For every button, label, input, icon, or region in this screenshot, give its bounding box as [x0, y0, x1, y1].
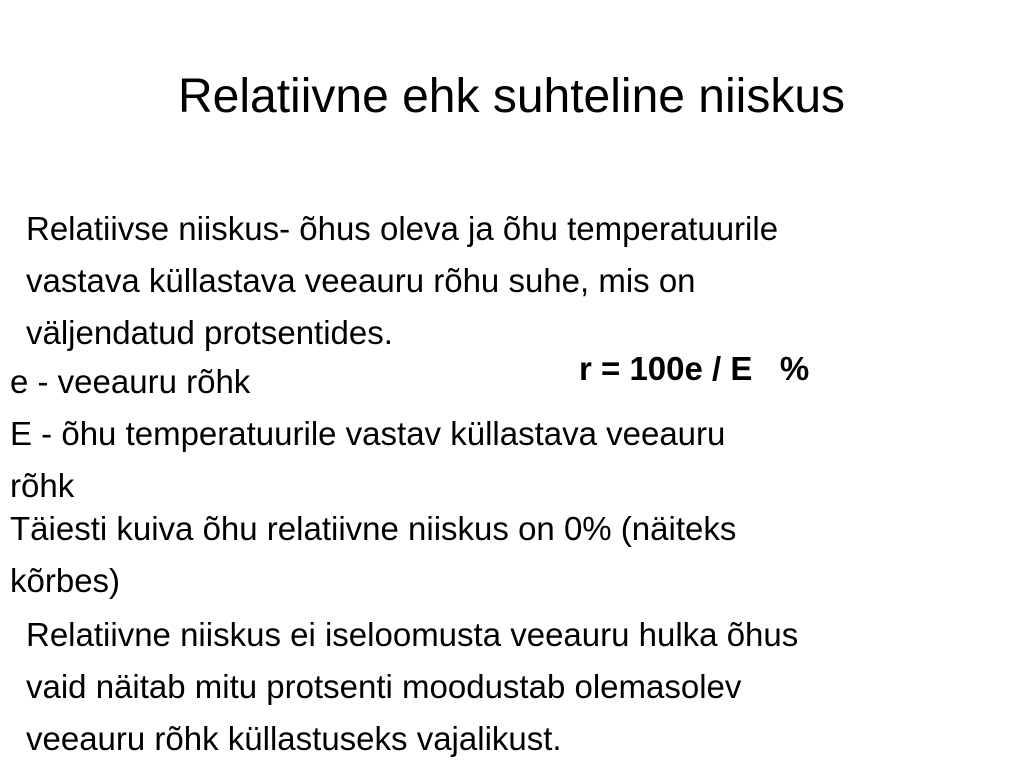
- note-paragraph: [26, 609, 798, 765]
- slide-title: Relatiivne ehk suhteline niiskus: [177, 70, 846, 123]
- legend-line: e - veeauru rõhk: [10, 363, 251, 400]
- note-line: veeauru rõhk küllastuseks vajalikust.: [26, 720, 562, 757]
- legend-line: rõhk: [10, 467, 75, 504]
- note-line: Relatiivne niiskus ei iseloomusta veeauru hulka õhus: [26, 616, 799, 653]
- dry-air-line: kõrbes): [10, 562, 121, 599]
- definition-paragraph: [26, 203, 778, 359]
- definition-line: Relatiivse niiskus- õhus oleva ja õhu temperatuurile: [26, 210, 779, 247]
- humidity-formula: r = 100e / E %: [579, 350, 810, 387]
- dry-air-line: Täiesti kuiva õhu relatiivne niiskus on 0% (näiteks: [10, 510, 737, 547]
- note-line: vaid näitab mitu protsenti moodustab olemasolev: [26, 668, 742, 705]
- legend-line: E - õhu temperatuurile vastav küllastava veeauru: [10, 415, 726, 452]
- definition-line: väljendatud protsentides.: [26, 314, 393, 351]
- variable-legend: [10, 356, 725, 512]
- dry-air-paragraph: [10, 503, 736, 607]
- definition-line: vastava küllastava veeauru rõhu suhe, mis on: [26, 262, 696, 299]
